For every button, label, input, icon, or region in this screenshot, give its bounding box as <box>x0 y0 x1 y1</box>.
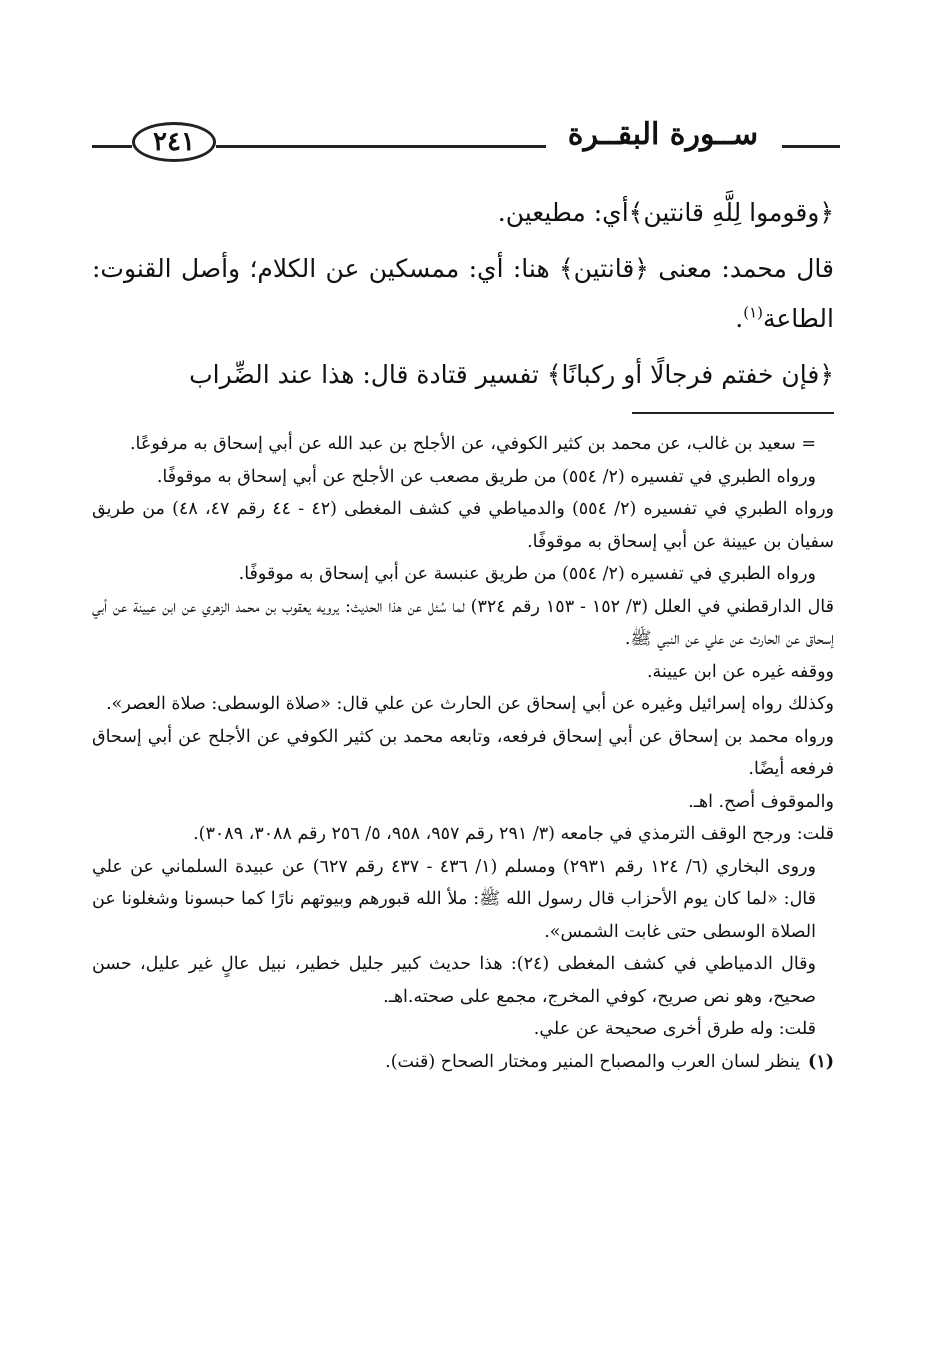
footnote-line: ووقفه غيره عن ابن عيينة. <box>646 661 834 682</box>
surah-title: ســورة البقــرة <box>567 117 759 152</box>
footnote-line: والموقوف أصح. اهـ. <box>688 791 834 812</box>
header-rule-middle <box>216 145 546 148</box>
footnote-line: ورواه محمد بن إسحاق عن أبي إسحاق فرفعه، وتابعه محمد بن كثير الكوفي عن الأجلح عن أبي إسحاق فرفعه أيضًا. <box>92 726 834 779</box>
page-number: ٢٤١ <box>132 122 216 162</box>
footnote-line: قال الدارقطني في العلل (٣/ ١٥٢ - ١٥٣ رقم ٣٢٤) لما سُئل عن هذا الحديث: يرويه يعقوب بن محمد الزهري عن ابن عيينة عن أبي إسحاق عن الحارث عن علي عن النبي ﷺ. <box>92 596 834 649</box>
main-paragraph: ﴿فإن خفتم فرجالًا أو ركبانًا﴾ تفسير قتادة قال: هذا عند الضِّراب <box>189 360 834 389</box>
main-paragraph-tail: . <box>735 304 744 333</box>
footnote-marker: (١) <box>808 1051 834 1072</box>
footnote-reference[interactable]: (١) <box>743 303 763 322</box>
header-rule-right <box>782 145 840 148</box>
footnote-line: وروى البخاري (٦/ ١٢٤ رقم ٢٩٣١) ومسلم (١/ ٤٣٦ - ٤٣٧ رقم ٦٢٧) عن عبيدة السلماني عن علي قال: «لما كان يوم الأحزاب قال رسول الله ﷺ: ملأ الله قبورهم وبيوتهم نارًا كما حبسونا وشغلونا عن الصلاة الوسطى حتى غابت الشمس». <box>92 856 816 942</box>
footnote-1-text: ينظر لسان العرب والمصباح المنير ومختار الصحاح (قنت). <box>385 1051 801 1072</box>
footnote-line: ورواه الطبري في تفسيره (٢/ ٥٥٤) والدمياطي في كشف المغطى (٤٢ - ٤٤ رقم ٤٧، ٤٨) من طريق سفيان بن عيينة عن أبي إسحاق به موقوفًا. <box>92 499 835 552</box>
footnote-line: ورواه الطبري في تفسيره (٢/ ٥٥٤) من طريق عنبسة عن أبي إسحاق به موقوفًا. <box>238 564 816 584</box>
main-paragraph: ﴿وقوموا لِلَّهِ قانتين﴾أي: مطيعين. <box>497 198 834 227</box>
footnote-line: ورواه الطبري في تفسيره (٢/ ٥٥٤) من طريق مصعب عن الأجلح عن أبي إسحاق به موقوفًا. <box>156 466 816 487</box>
footnote-line: وكذلك رواه إسرائيل وغيره عن أبي إسحاق عن الحارث عن علي قال: «صلاة الوسطى: صلاة العصر». <box>106 694 834 714</box>
footnote-line: قلت: ورجح الوقف الترمذي في جامعه (٣/ ٢٩١ رقم ٩٥٧، ٩٥٨، ٥/ ٢٥٦ رقم ٣٠٨٨، ٣٠٨٩). <box>193 824 834 844</box>
footnotes <box>92 428 834 1078</box>
footnote-line: = سعيد بن غالب، عن محمد بن كثير الكوفي، عن الأجلح بن عبد الله عن أبي إسحاق به مرفوعًا. <box>129 434 816 454</box>
footnote-line: قلت: وله طرق أخرى صحيحة عن علي. <box>533 1019 816 1039</box>
page-header <box>92 112 840 162</box>
footnote-separator <box>632 412 834 414</box>
header-rule-left <box>92 145 132 148</box>
main-paragraph-text: قال محمد: معنى ﴿قانتين﴾ هنا: أي: ممسكين عن الكلام؛ وأصل القنوت: الطاعة <box>92 254 834 333</box>
main-paragraph <box>92 244 834 344</box>
main-text <box>92 188 834 406</box>
footnote-line: وقال الدمياطي في كشف المغطى (٢٤): هذا حديث كبير جليل خطير، نبيل عالٍ غير عليل، حسن صحيح، وهو نص صريح، كوفي المخرج، مجمع على صحته.اهـ. <box>92 954 817 1007</box>
footnote-1 <box>92 1046 834 1079</box>
